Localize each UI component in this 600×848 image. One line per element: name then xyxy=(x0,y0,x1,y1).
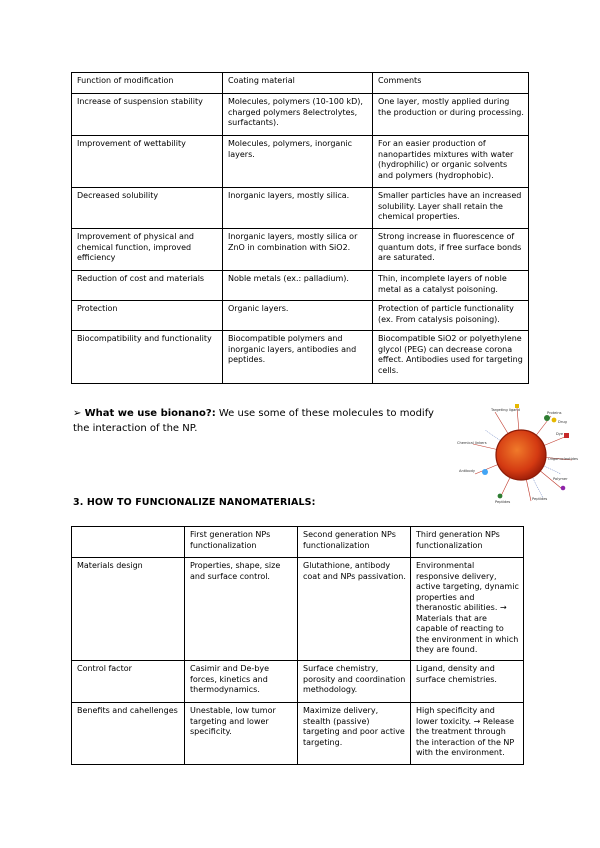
table-row xyxy=(72,301,529,331)
intro-label: What we use bionano?: xyxy=(84,408,216,419)
table-cell: Protection of particle functionality (ex. From catalysis poisoning). xyxy=(373,301,529,331)
table-cell: Biocompatibility and functionality xyxy=(72,331,223,384)
table-row xyxy=(72,331,529,384)
table-row xyxy=(72,94,529,136)
table-header-row xyxy=(72,73,529,94)
table-header-row xyxy=(72,527,524,558)
figure-label: Targeting ligand xyxy=(491,408,520,412)
table-cell: Improvement of physical and chemical function, improved efficiency xyxy=(72,229,223,271)
table-cell: Biocompatible SiO2 or polyethylene glycol (PEG) can decrease corona effect. Antibodies used for targeting cells. xyxy=(373,331,529,384)
table-cell: Thin, incomplete layers of noble metal as a catalyst poisoning. xyxy=(373,271,529,301)
table-cell: Decreased solubility xyxy=(72,188,223,229)
figure-label: Antibody xyxy=(459,469,476,473)
intro-paragraph xyxy=(73,406,441,436)
functionalization-table xyxy=(71,526,524,765)
table-cell: Glutathione, antibody coat and NPs passivation. xyxy=(298,558,411,661)
table-cell: Benefits and cahellenges xyxy=(72,703,185,765)
table-cell: High specificity and lower toxicity. → Release the treatment through the interaction of the NP with the environment. xyxy=(411,703,524,765)
header-cell: Second generation NPs functionalization xyxy=(298,527,411,558)
table-row xyxy=(72,558,524,661)
table-row xyxy=(72,661,524,703)
header-cell: Function of modification xyxy=(72,73,223,94)
table-row xyxy=(72,229,529,271)
figure-label: Polymer xyxy=(553,477,568,481)
dye-icon xyxy=(564,433,569,438)
oligonucleotide-icon xyxy=(561,486,566,491)
table-cell: Protection xyxy=(72,301,223,331)
table-cell: For an easier production of nanopartides mixtures with water (hydrophilic) or organic solvents and polymers (hydrophobic). xyxy=(373,136,529,188)
nanoparticle-core xyxy=(496,430,546,480)
figure-label: Proteins xyxy=(547,411,562,415)
antibody-icon xyxy=(482,469,488,475)
table-cell: Casimir and De-bye forces, kinetics and thermodynamics. xyxy=(185,661,298,703)
arrow-bullet-icon: ➢ xyxy=(73,408,82,419)
table-row xyxy=(72,271,529,301)
table-cell: Control factor xyxy=(72,661,185,703)
modification-table xyxy=(71,72,529,384)
table-cell: Biocompatible polymers and inorganic layers, antibodies and peptides. xyxy=(223,331,373,384)
table-cell: Reduction of cost and materials xyxy=(72,271,223,301)
table-cell: Inorganic layers, mostly silica. xyxy=(223,188,373,229)
figure-label: Peptides xyxy=(532,497,548,501)
table-row xyxy=(72,188,529,229)
figure-label: Drug xyxy=(558,420,567,424)
table-cell: Noble metals (ex.: palladium). xyxy=(223,271,373,301)
table-row xyxy=(72,136,529,188)
table-cell: Organic layers. xyxy=(223,301,373,331)
figure-label: Oligonucleotides xyxy=(548,457,579,461)
table-cell: Materials design xyxy=(72,558,185,661)
header-cell: First generation NPs functionalization xyxy=(185,527,298,558)
table-cell: Surface chemistry, porosity and coordination methodology. xyxy=(298,661,411,703)
header-cell: Coating material xyxy=(223,73,373,94)
table-cell: One layer, mostly applied during the production or during processing. xyxy=(373,94,529,136)
table-cell: Environmental responsive delivery, active targeting, dynamic properties and theranostic abilities. → Materials that are capable of reacting to the environment in which they are found. xyxy=(411,558,524,661)
table-cell: Increase of suspension stability xyxy=(72,94,223,136)
table-cell: Ligand, density and surface chemistries. xyxy=(411,661,524,703)
figure-label: Chemical linkers xyxy=(457,441,487,445)
table-cell: Unestable, low tumor targeting and lower specificity. xyxy=(185,703,298,765)
table-cell: Molecules, polymers (10-100 kD), charged polymers 8electrolytes, surfactants). xyxy=(223,94,373,136)
table-cell: Maximize delivery, stealth (passive) targeting and poor active targeting. xyxy=(298,703,411,765)
nanoparticle-figure xyxy=(455,402,579,506)
table-cell: Molecules, polymers, inorganic layers. xyxy=(223,136,373,188)
header-cell: Comments xyxy=(373,73,529,94)
peptide-icon xyxy=(498,494,503,499)
table-cell: Strong increase in fluorescence of quantum dots, if free surface bonds are saturated. xyxy=(373,229,529,271)
header-cell xyxy=(72,527,185,558)
table-row xyxy=(72,703,524,765)
table-cell: Inorganic layers, mostly silica or ZnO in combination with SiO2. xyxy=(223,229,373,271)
figure-label: Peptides xyxy=(495,500,511,504)
table-cell: Smaller particles have an increased solubility. Layer shall retain the chemical properties. xyxy=(373,188,529,229)
section-heading: 3. HOW TO FUNCIONALIZE NANOMATERIALS: xyxy=(73,497,316,508)
header-cell: Third generation NPs functionalization xyxy=(411,527,524,558)
figure-label: Dye xyxy=(556,432,564,436)
protein-icon xyxy=(544,415,550,421)
drug-icon xyxy=(552,418,557,423)
table-cell: Improvement of wettability xyxy=(72,136,223,188)
table-cell: Properties, shape, size and surface control. xyxy=(185,558,298,661)
intro-text: We use some of these molecules to modify the interaction of the NP. xyxy=(73,408,434,434)
